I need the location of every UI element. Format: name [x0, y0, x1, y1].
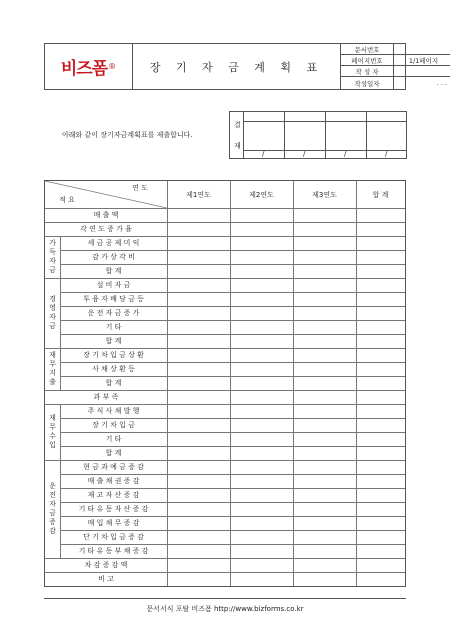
row-label: 기 타: [105, 323, 122, 331]
group-label-char: 금: [49, 266, 56, 274]
logo-registered-mark: ®: [108, 62, 117, 71]
group-divider: [60, 460, 61, 558]
group-label: [45, 348, 60, 390]
row-label: 사 채 상 환 등: [92, 365, 135, 373]
row-label: 매 출 채 권 증 감: [87, 477, 140, 485]
approval-label-bottom: 재: [234, 142, 241, 150]
column-divider: [356, 181, 357, 586]
row-label: 매 입 채 무 증 감: [87, 519, 140, 527]
group-label-char: 재: [49, 351, 56, 359]
group-divider: [60, 404, 61, 460]
group-label-char: 영: [49, 304, 56, 312]
group-label: [45, 278, 60, 348]
row-label: 차 감 증 감 액: [84, 561, 128, 569]
row-label: 감 가 상 각 비: [92, 253, 135, 261]
column-header: 제2연도: [249, 190, 274, 199]
meta-row-date: [341, 77, 450, 89]
row-label: 각 연 도 증 가 율: [80, 225, 132, 233]
meta-value: [394, 66, 450, 76]
row-label: 합 계: [105, 379, 122, 387]
row-label: 투 융 자 배 당 금 등: [83, 295, 144, 303]
row-label: 단 기 차 입 금 증 감: [83, 533, 144, 541]
row-label: 세 금 공 제 미 익: [87, 239, 140, 247]
group-label-char: 무: [49, 360, 56, 368]
group-label-char: 자: [49, 500, 56, 508]
meta-label: 문서번호: [341, 44, 394, 54]
group-label-char: 자: [49, 313, 56, 321]
bizforms-logo: [45, 44, 133, 89]
group-label-char: 입: [49, 441, 56, 449]
approval-date-mark: /: [262, 150, 265, 158]
group-label-char: 감: [49, 527, 56, 535]
row-label: 합 계: [105, 267, 122, 275]
meta-row-doc-number: [341, 44, 450, 55]
group-label-char: 수: [49, 432, 56, 440]
approval-date-mark: /: [303, 150, 306, 158]
group-label-char: 경: [49, 295, 56, 303]
row-label: 기 타 유 동 부 채 증 감: [78, 547, 149, 555]
approval-date-mark: /: [344, 150, 347, 158]
row-label: 설 비 자 금: [96, 281, 131, 289]
group-label-char: 금: [49, 509, 56, 517]
footer-text: 문서서식 포탈 비즈폼 http://www.bizforms.co.kr: [146, 605, 304, 613]
approval-column-divider: [366, 112, 367, 158]
meta-value: . . .: [436, 79, 447, 87]
approval-column-divider: [284, 112, 285, 158]
group-label-char: 증: [49, 518, 56, 526]
approval-label: [230, 112, 244, 158]
approval-box: [229, 111, 407, 159]
column-divider: [230, 181, 231, 586]
column-header: 제1연도: [186, 190, 211, 199]
group-label-char: 득: [49, 248, 56, 256]
long-term-funding-table: [44, 180, 406, 587]
row-label: 합 계: [105, 449, 122, 457]
group-divider: [60, 278, 61, 348]
corner-label-item: 적 요: [59, 196, 75, 204]
meta-value: 1/1페이지: [408, 56, 439, 65]
group-label-char: 재: [49, 414, 56, 422]
group-label: [45, 460, 60, 558]
group-label-char: 무: [49, 423, 56, 431]
row-label: 비 고: [98, 575, 114, 583]
meta-label: 페이지번호: [341, 55, 394, 65]
group-label-char: 자: [49, 257, 56, 265]
group-label-char: 전: [49, 491, 56, 499]
row-label: 합 계: [105, 337, 122, 345]
row-label: 장 기 차 입 금: [92, 421, 135, 429]
meta-label: 작성일자: [341, 77, 394, 89]
row-label: 재 고 자 산 증 감: [87, 491, 140, 499]
group-divider: [60, 348, 61, 390]
row-label: 기 타: [105, 435, 122, 443]
column-header: 제3연도: [312, 190, 337, 199]
approval-date-mark: /: [385, 150, 388, 158]
column-divider: [167, 181, 168, 586]
row-label: 운 전 자 금 증 가: [87, 309, 140, 317]
group-label: [45, 404, 60, 460]
row-label: 주 식 사 채 발 행: [87, 407, 140, 415]
footer-divider: [44, 598, 406, 599]
group-label-char: 지: [49, 369, 56, 377]
row-label: 현 금 과 예 금 증 감: [83, 463, 144, 471]
row-label: 장 기 차 입 금 상 환: [83, 351, 144, 359]
meta-row-page-number: [341, 55, 450, 66]
approval-column-divider: [325, 112, 326, 158]
logo-text: 비즈폼: [60, 59, 108, 79]
meta-label: 작 성 자: [341, 66, 394, 76]
group-divider: [60, 236, 61, 278]
meta-row-author: [341, 66, 450, 77]
group-label-char: 금: [49, 322, 56, 330]
column-header: 합 계: [372, 190, 389, 199]
intro-text: 아래와 같이 장기자금계획표를 제출합니다.: [62, 131, 193, 139]
group-label: [45, 236, 60, 278]
meta-value: [394, 44, 450, 54]
group-label-char: 운: [49, 482, 56, 490]
corner-label-year: 연 도: [132, 184, 148, 192]
row-label: 기 타 유 동 자 산 증 감: [78, 505, 149, 513]
document-header: [44, 43, 447, 90]
row-label: 과 부 족: [93, 393, 119, 401]
column-divider: [293, 181, 294, 586]
row-label: 매 출 액: [93, 211, 119, 219]
group-label-char: 출: [49, 378, 56, 386]
group-label-char: 가: [49, 239, 56, 247]
document-title: 장 기 자 금 계 획 표: [133, 44, 341, 89]
approval-label-top: 결: [234, 121, 241, 129]
